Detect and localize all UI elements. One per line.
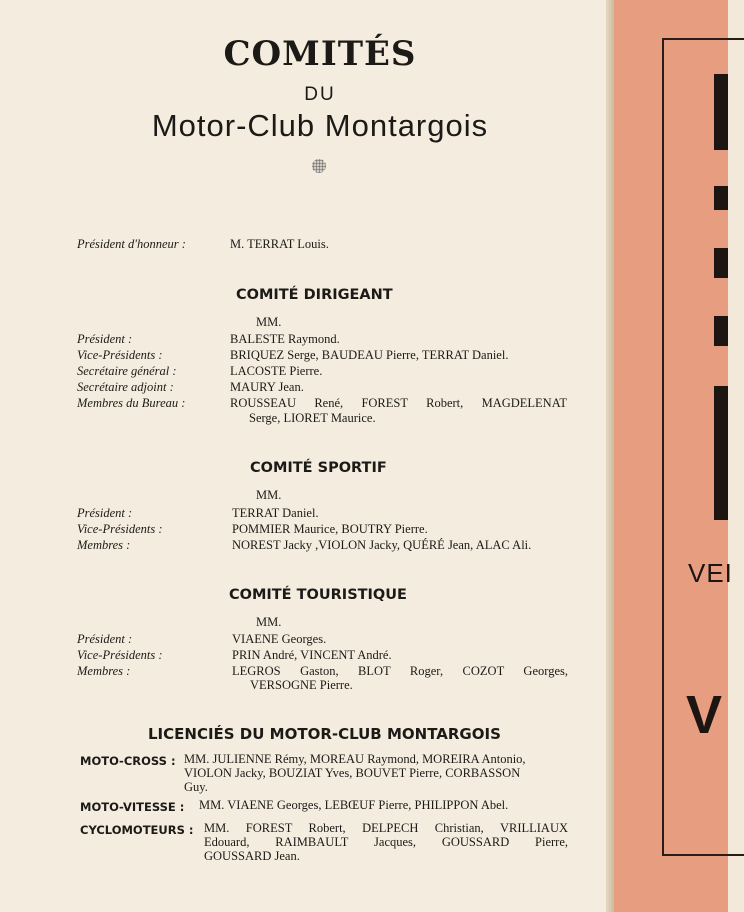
- dirigeant-value-4-cont: Serge, LIORET Maurice.: [249, 411, 376, 425]
- touristique-value-2-cont: VERSOGNE Pierre.: [250, 678, 353, 692]
- touristique-heading: COMITÉ TOURISTIQUE: [229, 587, 407, 603]
- cover-block: [714, 386, 728, 520]
- moto-cross-label: MOTO-CROSS :: [80, 754, 176, 768]
- moto-cross-line-1: VIOLON Jacky, BOUZIAT Yves, BOUVET Pierre, CORBASSON: [184, 766, 521, 780]
- cover-block: [714, 74, 728, 150]
- sportif-label-1: Vice-Présidents :: [77, 522, 163, 536]
- moto-vitesse-line-0: MM. VIAENE Georges, LEBŒUF Pierre, PHILIPPON Abel.: [199, 798, 509, 812]
- touristique-value-1: PRIN André, VINCENT André.: [232, 648, 392, 662]
- sportif-value-2: NOREST Jacky ,VIOLON Jacky, QUÉRÉ Jean, ALAC Ali.: [232, 538, 532, 552]
- sportif-label-0: Président :: [77, 506, 133, 520]
- cyclomoteurs-line-0: MM. FOREST Robert, DELPECH Christian, VRILLIAUX: [204, 821, 568, 835]
- dirigeant-value-1: BRIQUEZ Serge, BAUDEAU Pierre, TERRAT Daniel.: [230, 348, 509, 362]
- dirigeant-label-2: Secrétaire général :: [77, 364, 177, 378]
- dirigeant-mm: MM.: [256, 315, 282, 329]
- licencies-heading: LICENCIÉS DU MOTOR-CLUB MONTARGOIS: [148, 725, 501, 743]
- dirigeant-label-1: Vice-Présidents :: [77, 348, 163, 362]
- touristique-label-1: Vice-Présidents :: [77, 648, 163, 662]
- touristique-label-2: Membres :: [77, 664, 131, 678]
- cover-block: [714, 248, 728, 278]
- cover-block: [714, 186, 728, 210]
- sportif-label-2: Membres :: [77, 538, 131, 552]
- cyclomoteurs-line-2: GOUSSARD Jean.: [204, 849, 300, 863]
- cyclomoteurs-label: CYCLOMOTEURS :: [80, 823, 194, 837]
- moto-vitesse-label: MOTO-VITESSE :: [80, 800, 185, 814]
- sportif-mm: MM.: [256, 488, 282, 502]
- touristique-value-2: LEGROS Gaston, BLOT Roger, COZOT Georges,: [232, 664, 568, 678]
- dirigeant-value-0: BALESTE Raymond.: [230, 332, 340, 346]
- club-name: Motor-Club Montargois: [151, 108, 489, 143]
- touristique-label-0: Président :: [77, 632, 133, 646]
- dirigeant-label-4: Membres du Bureau :: [77, 396, 186, 410]
- dirigeant-value-4: ROUSSEAU René, FOREST Robert, MAGDELENAT: [230, 396, 567, 410]
- sportif-value-0: TERRAT Daniel.: [232, 506, 319, 520]
- cover-block: [714, 316, 728, 346]
- cover-text-2: V: [686, 685, 723, 745]
- dirigeant-value-3: MAURY Jean.: [230, 380, 304, 394]
- ornament-dot: [312, 159, 326, 173]
- sportif-value-1: POMMIER Maurice, BOUTRY Pierre.: [232, 522, 428, 536]
- dirigeant-value-2: LACOSTE Pierre.: [230, 364, 323, 378]
- touristique-value-0: VIAENE Georges.: [232, 632, 327, 646]
- sportif-heading: COMITÉ SPORTIF: [250, 460, 387, 476]
- book-gutter: [606, 0, 614, 912]
- page-title: COMITÉS: [223, 34, 417, 74]
- dirigeant-heading: COMITÉ DIRIGEANT: [236, 287, 393, 303]
- title-du: DU: [304, 84, 336, 105]
- moto-cross-line-0: MM. JULIENNE Rémy, MOREAU Raymond, MOREIRA Antonio,: [184, 752, 526, 766]
- cover-text-1: VEI: [688, 558, 733, 588]
- cyclomoteurs-line-1: Edouard, RAIMBAULT Jacques, GOUSSARD Pierre,: [204, 835, 568, 849]
- dirigeant-label-3: Secrétaire adjoint :: [77, 380, 174, 394]
- touristique-mm: MM.: [256, 615, 282, 629]
- honneur-value: M. TERRAT Louis.: [230, 237, 329, 251]
- moto-cross-line-2: Guy.: [184, 780, 208, 794]
- honneur-label: Président d'honneur :: [77, 237, 186, 251]
- dirigeant-label-0: Président :: [77, 332, 133, 346]
